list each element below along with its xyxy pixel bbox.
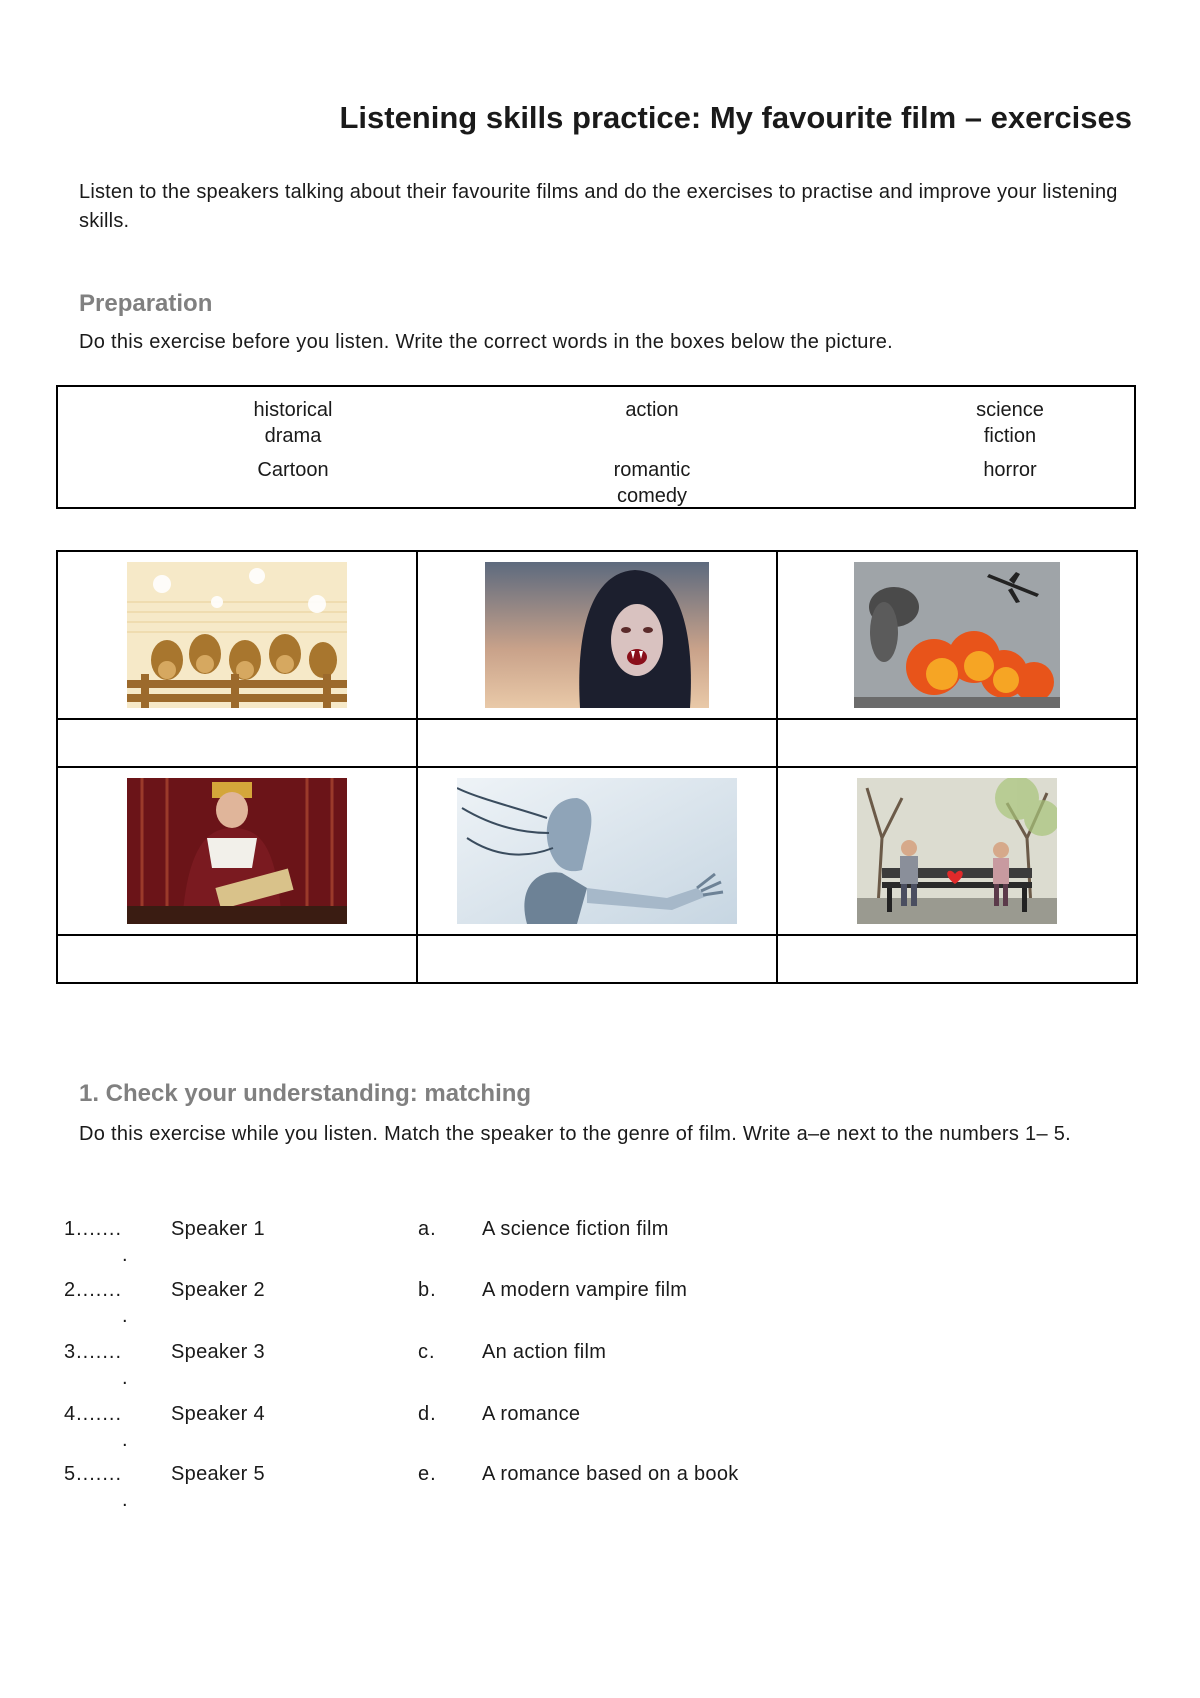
match-row: 2....... . Speaker 2 b. A modern vampire film <box>64 1279 688 1327</box>
exercise1-heading: 1. Check your understanding: matching <box>79 1080 532 1107</box>
preparation-heading: Preparation <box>79 290 213 317</box>
answer-blank[interactable]: 4....... <box>64 1403 123 1425</box>
answer-blank[interactable]: 3....... <box>64 1341 123 1363</box>
option-text: A modern vampire film <box>482 1279 688 1301</box>
picture-table <box>56 550 1138 984</box>
intro-text: Listen to the speakers talking about their favourite films and do the exercises to practise and improve your listening skills. <box>79 181 1118 232</box>
match-row: 4....... . Speaker 4 d. A romance <box>64 1403 581 1451</box>
answer-box-4[interactable] <box>57 935 417 983</box>
answer-box-2[interactable] <box>417 719 777 767</box>
answer-box-5[interactable] <box>417 935 777 983</box>
cartoon-horses-picture <box>127 562 347 708</box>
word-horror: horror <box>983 459 1037 481</box>
option-letter: e. <box>418 1463 437 1485</box>
speaker-label: Speaker 4 <box>171 1403 265 1425</box>
answer-box-3[interactable] <box>777 719 1137 767</box>
speaker-label: Speaker 2 <box>171 1279 265 1301</box>
option-letter: b. <box>418 1279 437 1301</box>
word-action: action <box>625 399 679 421</box>
robot-picture <box>457 778 737 924</box>
answer-box-6[interactable] <box>777 935 1137 983</box>
word-romantic-comedy: romantic comedy <box>613 459 691 507</box>
option-letter: d. <box>418 1403 437 1425</box>
answer-blank[interactable]: 5....... <box>64 1463 123 1485</box>
couple-on-bench-picture <box>857 778 1057 924</box>
exercise1-instruction: Do this exercise while you listen. Match the speaker to the genre of film. Write a–e next to the numbers 1– 5. <box>79 1123 1072 1145</box>
speaker-label: Speaker 5 <box>171 1463 265 1485</box>
option-letter: a. <box>418 1218 437 1240</box>
option-text: An action film <box>482 1341 607 1363</box>
preparation-instruction: Do this exercise before you listen. Write the correct words in the boxes below the picture. <box>79 331 893 353</box>
word-cartoon: Cartoon <box>257 459 329 481</box>
word-historical-drama: historical drama <box>253 399 333 447</box>
word-box <box>56 385 1136 509</box>
vampire-picture <box>485 562 709 708</box>
king-writing-picture <box>127 778 347 924</box>
speaker-label: Speaker 1 <box>171 1218 265 1240</box>
option-text: A science fiction film <box>482 1218 669 1240</box>
answer-blank[interactable]: 2....... <box>64 1279 123 1301</box>
word-science-fiction: science fiction <box>976 399 1044 447</box>
explosion-plane-picture <box>854 562 1060 708</box>
answer-box-1[interactable] <box>57 719 417 767</box>
match-row: 1....... . Speaker 1 a. A science fiction film <box>64 1218 669 1266</box>
option-text: A romance <box>482 1403 581 1425</box>
option-letter: c. <box>418 1341 436 1363</box>
match-row: 3....... . Speaker 3 c. An action film <box>64 1341 607 1389</box>
match-row: 5....... . Speaker 5 e. A romance based on a book <box>64 1463 739 1511</box>
page-title: Listening skills practice: My favourite film – exercises <box>339 100 1132 135</box>
answer-blank[interactable]: 1....... <box>64 1218 123 1240</box>
option-text: A romance based on a book <box>482 1463 739 1485</box>
speaker-label: Speaker 3 <box>171 1341 265 1363</box>
